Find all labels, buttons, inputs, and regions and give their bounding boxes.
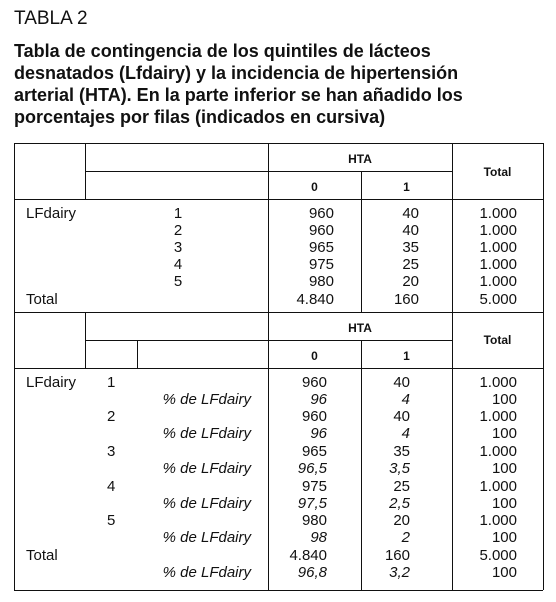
caption-line: desnatados (Lfdairy) y la incidencia de hipertensión (14, 63, 459, 83)
table-cell: 4.840 (296, 291, 334, 308)
table-cell: 980 (308, 273, 334, 290)
row-header: LFdairy (26, 374, 77, 391)
percent-label: % de LFdairy (162, 529, 251, 546)
header-col-divider (85, 312, 86, 368)
table-cell: 965 (308, 239, 334, 256)
table-cell: 160 (393, 291, 419, 308)
percent-cell: 96 (310, 425, 327, 442)
quintile-cell: 5 (173, 273, 183, 290)
col-header: 0 (311, 349, 318, 363)
percent-total-cell: 100 (491, 391, 517, 408)
table-cell: 4.840 (289, 547, 327, 564)
table-cell: 40 (393, 408, 410, 425)
table-cell: 1.000 (479, 443, 517, 460)
total-header: Total (483, 165, 512, 179)
quintile-cell: 4 (173, 256, 183, 273)
percent-cell: 2 (401, 529, 410, 546)
table-cell: 1.000 (479, 408, 517, 425)
percent-label: % de LFdairy (162, 460, 251, 477)
table-cell: 960 (308, 222, 334, 239)
table-cell: 1.000 (479, 273, 517, 290)
table-cell: 1.000 (479, 256, 517, 273)
caption-line: porcentajes por filas (indicados en cursiva) (14, 107, 386, 127)
table-cell: 35 (402, 239, 419, 256)
table-cell: 20 (393, 512, 410, 529)
table-cell: 960 (308, 205, 334, 222)
table-border-bottom (14, 590, 543, 591)
percent-total-cell: 100 (491, 495, 517, 512)
percent-cell: 97,5 (297, 495, 327, 512)
percent-label: % de LFdairy (162, 391, 251, 408)
table-cell: 975 (301, 478, 327, 495)
table-cell: 5.000 (479, 291, 517, 308)
table-cell: 1.000 (479, 374, 517, 391)
percent-cell: 96,5 (297, 460, 327, 477)
header-col-divider (85, 143, 86, 199)
percent-cell: 98 (310, 529, 327, 546)
quintile-cell: 2 (107, 408, 116, 425)
quintile-cell: 5 (107, 512, 116, 529)
col-header: 1 (403, 180, 410, 194)
table-cell: 960 (301, 408, 327, 425)
percent-cell: 2,5 (389, 495, 410, 512)
section-divider (14, 312, 543, 313)
percent-cell: 96,8 (297, 564, 327, 581)
col-header: 1 (403, 349, 410, 363)
percent-total-cell: 100 (491, 460, 517, 477)
quintile-cell: 3 (107, 443, 116, 460)
table-cell: 20 (402, 273, 419, 290)
col-header: 0 (311, 180, 318, 194)
table-cell: 40 (402, 205, 419, 222)
percent-cell: 4 (401, 391, 410, 408)
quintile-cell: 3 (173, 239, 183, 256)
table-cell: 1.000 (479, 222, 517, 239)
total-header: Total (483, 333, 512, 347)
percent-label: % de LFdairy (162, 495, 251, 512)
table-cell: 35 (393, 443, 410, 460)
table-cell: 160 (384, 547, 410, 564)
percent-total-cell: 100 (491, 425, 517, 442)
hta-header: HTA (348, 321, 372, 335)
percent-total-cell: 100 (491, 564, 517, 581)
caption-line: arterial (HTA). En la parte inferior se han añadido los (14, 85, 463, 105)
percent-total-cell: 100 (491, 529, 517, 546)
table-cell: 1.000 (479, 512, 517, 529)
quintile-cell: 1 (107, 374, 116, 391)
table-border-right (543, 143, 544, 590)
table-cell: 25 (402, 256, 419, 273)
table-cell: 1.000 (479, 205, 517, 222)
quintile-cell: 4 (107, 478, 116, 495)
caption-line: Tabla de contingencia de los quintiles de lácteos (14, 41, 431, 61)
table-cell: 960 (301, 374, 327, 391)
hta-header: HTA (348, 152, 372, 166)
percent-cell: 4 (401, 425, 410, 442)
table-border-top (14, 143, 543, 144)
table-cell: 25 (393, 478, 410, 495)
percent-cell: 3,2 (389, 564, 410, 581)
percent-label: % de LFdairy (162, 425, 251, 442)
header-col-divider (137, 340, 138, 368)
table-cell: 5.000 (479, 547, 517, 564)
table-cell: 40 (393, 374, 410, 391)
total-row-label: Total (26, 291, 58, 308)
percent-cell: 96 (310, 391, 327, 408)
total-row-label: Total (26, 547, 58, 564)
table-cell: 965 (301, 443, 327, 460)
quintile-cell: 1 (173, 205, 183, 222)
table-caption (14, 40, 544, 128)
header-bottom-rule (14, 368, 543, 369)
table-cell: 1.000 (479, 478, 517, 495)
table-cell: 980 (301, 512, 327, 529)
table-cell: 1.000 (479, 239, 517, 256)
percent-label: % de LFdairy (162, 564, 251, 581)
header-bottom-rule (14, 199, 543, 200)
quintile-cell: 2 (173, 222, 183, 239)
row-header: LFdairy (26, 205, 77, 222)
table-border-left (14, 143, 15, 590)
percent-cell: 3,5 (389, 460, 410, 477)
table-cell: 40 (402, 222, 419, 239)
table-cell: 975 (308, 256, 334, 273)
table-label: TABLA 2 (14, 8, 88, 29)
